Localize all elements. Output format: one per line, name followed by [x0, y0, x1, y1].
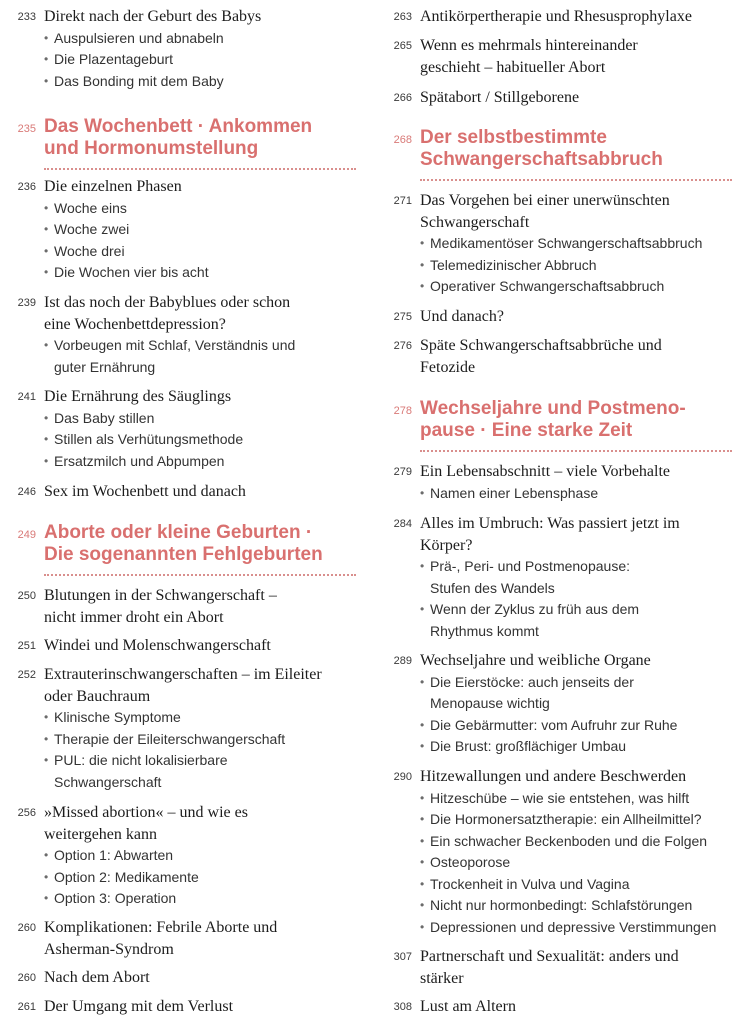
entry-title — [420, 335, 744, 378]
sub-entry[interactable] — [420, 715, 744, 737]
entry-title-line: Der Umgang mit dem Verlust — [44, 998, 234, 1015]
entry-page-number: 260 — [17, 972, 36, 984]
entry-page-number: 308 — [393, 1001, 412, 1013]
sub-entry-line: guter Ernährung — [54, 358, 156, 375]
toc-entry[interactable] — [0, 635, 372, 657]
entry-page-number: 251 — [17, 640, 36, 652]
sub-entry-line: • Option 3: Operation — [54, 890, 177, 906]
sub-entry-line: • Das Baby stillen — [54, 409, 155, 426]
toc-entry[interactable] — [376, 35, 744, 78]
section-title — [44, 522, 359, 566]
section-divider — [44, 168, 356, 170]
sub-entry-line: • Das Bonding mit dem Baby — [54, 72, 224, 89]
sub-entry[interactable] — [44, 198, 372, 220]
toc-entry[interactable] — [0, 996, 372, 1018]
sub-entry[interactable] — [420, 917, 744, 939]
entry-title — [420, 461, 744, 483]
entry-title-line: Wechseljahre und weibliche Organe — [420, 652, 651, 669]
sub-entry-line: • Operativer Schwangerschaftsabbruch — [430, 278, 665, 294]
entry-title-line: Alles im Umbruch: Was passiert jetzt im — [420, 515, 680, 532]
sub-entry[interactable] — [420, 874, 744, 896]
entry-title-line: Nach dem Abort — [44, 969, 150, 986]
entry-title — [44, 996, 372, 1018]
entry-title-line: oder Bauchraum — [44, 687, 151, 705]
toc-entry[interactable] — [0, 585, 372, 628]
sub-entry[interactable] — [420, 599, 744, 642]
entry-title-line: Fetozide — [420, 358, 476, 376]
sub-entry-line: • Namen einer Lebensphase — [430, 484, 599, 501]
sub-entry[interactable] — [420, 255, 744, 277]
entry-title-line: Hitzewallungen und andere Beschwerden — [420, 768, 687, 785]
entry-title-line: Die einzelnen Phasen — [44, 178, 182, 195]
sub-entry-line: Stufen des Wandels — [430, 579, 555, 596]
entry-title-line: eine Wochenbettdepression? — [44, 315, 226, 333]
section-divider — [420, 179, 732, 181]
sub-entry-line: • Depressionen und depressive Verstimmungen — [430, 918, 717, 935]
sub-entry[interactable] — [420, 895, 744, 917]
sub-entry[interactable] — [44, 867, 372, 889]
sub-entry-line: Schwangerschaft — [54, 773, 162, 790]
entry-page-number: 279 — [393, 466, 412, 478]
sub-entry-line: • Prä-, Peri- und Postmenopause: — [430, 558, 630, 574]
sub-entry[interactable] — [44, 451, 372, 473]
section-title-line: Der selbstbestimmte — [420, 127, 607, 148]
sub-entry[interactable] — [44, 241, 372, 263]
sub-entry[interactable] — [44, 429, 372, 451]
sub-entry-line: Rhythmus kommt — [430, 622, 539, 639]
toc-entry[interactable] — [376, 996, 744, 1018]
entry-title — [420, 306, 744, 328]
entry-page-number: 250 — [17, 590, 36, 602]
entry-page-number: 276 — [393, 340, 412, 352]
sub-entry-line: • Wenn der Zyklus zu früh aus dem — [430, 601, 640, 617]
entry-title — [420, 513, 744, 556]
section-heading — [376, 398, 744, 452]
entry-title — [420, 35, 744, 78]
section-title — [420, 127, 735, 171]
toc-entry[interactable] — [0, 292, 372, 378]
entry-title — [44, 292, 372, 335]
entry-title-line: Extrauterinschwangerschaften – im Eileiter — [44, 666, 322, 683]
entry-title-line: Ein Lebensabschnitt – viele Vorbehalte — [420, 463, 671, 480]
sub-entry-line: • Trockenheit in Vulva und Vagina — [430, 875, 630, 892]
section-page-number: 249 — [17, 529, 36, 541]
sub-entry-line: Menopause wichtig — [430, 695, 550, 711]
entry-title — [420, 87, 744, 109]
entry-title-line: Wenn es mehrmals hintereinander — [420, 37, 638, 54]
entry-title-line: Schwangerschaft — [420, 213, 530, 231]
entry-title-line: »Missed abortion« – und wie es — [44, 804, 248, 821]
sub-entry-line: • PUL: die nicht lokalisierbare — [54, 752, 228, 768]
entry-title-line: Direkt nach der Geburt des Babys — [44, 8, 262, 25]
sub-entry[interactable] — [44, 707, 372, 729]
sub-entry[interactable] — [44, 49, 372, 71]
entry-page-number: 271 — [393, 195, 412, 207]
sub-entry-line: • Die Gebärmutter: vom Aufruhr zur Ruhe — [430, 716, 678, 733]
entry-title — [44, 802, 372, 845]
sub-entry-line: • Nicht nur hormonbedingt: Schlafstörungen — [430, 897, 693, 913]
toc-entry[interactable] — [376, 650, 744, 758]
entry-page-number: 275 — [393, 311, 412, 323]
entry-title — [420, 190, 744, 233]
sub-entry[interactable] — [420, 672, 744, 715]
toc-entry[interactable] — [376, 306, 744, 328]
section-page-number: 268 — [393, 134, 412, 146]
sub-entry[interactable] — [44, 408, 372, 430]
section-title-line: Schwangerschaftsabbruch — [420, 149, 663, 170]
sub-entry[interactable] — [420, 233, 744, 255]
entry-title-line: Antikörpertherapie und Rhesusprophylaxe — [420, 8, 692, 25]
section-heading — [0, 522, 372, 576]
sub-entry-line: • Option 2: Medikamente — [54, 868, 199, 885]
section-title-line: Die sogenannten Fehlgeburten — [44, 544, 323, 565]
entry-title-line: Asherman-Syndrom — [44, 940, 174, 958]
sub-entry-line: • Woche zwei — [54, 221, 130, 237]
entry-title-line: geschieht – habitueller Abort — [420, 58, 606, 76]
sub-entry-line: • Woche eins — [54, 199, 127, 216]
sub-entry[interactable] — [420, 809, 744, 831]
entry-page-number: 290 — [393, 771, 412, 783]
sub-entry-line: • Die Plazentageburt — [54, 51, 174, 67]
sub-entry[interactable] — [44, 750, 372, 793]
section-page-number: 235 — [17, 123, 36, 135]
sub-entry[interactable] — [44, 335, 372, 378]
sub-entry[interactable] — [420, 276, 744, 298]
sub-entry-line: • Die Brust: großflächiger Umbau — [430, 738, 627, 754]
sub-entry-line: • Ersatzmilch und Abpumpen — [54, 452, 225, 469]
section-page-number: 278 — [393, 405, 412, 417]
sub-entry[interactable] — [44, 845, 372, 867]
section-title-line: pause · Eine starke Zeit — [420, 420, 633, 441]
entry-page-number: 265 — [393, 40, 412, 52]
toc-entry[interactable] — [0, 967, 372, 989]
entry-title — [44, 585, 372, 628]
sub-entry[interactable] — [44, 28, 372, 50]
entry-title — [44, 664, 372, 707]
sub-entry[interactable] — [420, 852, 744, 874]
entry-page-number: 263 — [393, 11, 412, 23]
toc-entry[interactable] — [0, 176, 372, 284]
entry-title-line: Sex im Wochenbett und danach — [44, 483, 246, 500]
entry-title-line: Komplikationen: Febrile Aborte und — [44, 919, 278, 936]
toc-entry[interactable] — [0, 664, 372, 793]
sub-entry-line: • Option 1: Abwarten — [54, 847, 174, 863]
sub-entry[interactable] — [420, 483, 744, 505]
entry-page-number: 260 — [17, 922, 36, 934]
entry-title — [44, 967, 372, 989]
entry-title — [420, 650, 744, 672]
entry-title-line: Späte Schwangerschaftsabbrüche und — [420, 337, 662, 354]
sub-entry-line: • Die Hormonersatztherapie: ein Allheilmittel? — [430, 811, 702, 827]
toc-entry[interactable] — [0, 386, 372, 472]
entry-title-line: Blutungen in der Schwangerschaft – — [44, 587, 277, 604]
sub-entry-line: • Therapie der Eileiterschwangerschaft — [54, 730, 286, 747]
toc-entry[interactable] — [376, 946, 744, 989]
entry-title — [420, 6, 744, 28]
toc-entry[interactable] — [0, 6, 372, 92]
entry-page-number: 239 — [17, 297, 36, 309]
entry-title-line: Das Vorgehen bei einer unerwünschten — [420, 192, 670, 209]
toc-entry[interactable] — [376, 335, 744, 378]
section-title-line: und Hormonumstellung — [44, 138, 259, 159]
entry-title — [420, 946, 744, 989]
entry-title — [44, 635, 372, 657]
entry-page-number: 233 — [17, 11, 36, 23]
toc-entry[interactable] — [376, 6, 744, 28]
entry-title-line: Windei und Molenschwangerschaft — [44, 637, 271, 654]
entry-title — [44, 917, 372, 960]
sub-entry[interactable] — [420, 788, 744, 810]
entry-title — [420, 766, 744, 788]
section-heading — [0, 116, 372, 170]
sub-entry-line: • Hitzeschübe – wie sie entstehen, was hilft — [430, 789, 690, 806]
toc-entry[interactable] — [0, 802, 372, 910]
entry-title-line: Und danach? — [420, 308, 504, 325]
entry-title — [44, 176, 372, 198]
sub-entry-line: • Osteoporose — [430, 854, 511, 870]
toc-entry[interactable] — [376, 461, 744, 504]
sub-entry[interactable] — [44, 888, 372, 910]
entry-page-number: 307 — [393, 951, 412, 963]
sub-entry[interactable] — [44, 262, 372, 284]
entry-page-number: 284 — [393, 518, 412, 530]
entry-title — [44, 386, 372, 408]
section-title — [44, 116, 359, 160]
entry-title — [420, 996, 744, 1018]
section-title-line: Aborte oder kleine Geburten · — [44, 522, 313, 543]
entry-page-number: 289 — [393, 655, 412, 667]
sub-entry-line: • Vorbeugen mit Schlaf, Verständnis und — [54, 337, 296, 353]
entry-title-line: Lust am Altern — [420, 998, 516, 1015]
toc-entry[interactable] — [376, 87, 744, 109]
entry-page-number: 241 — [17, 391, 36, 403]
entry-page-number: 246 — [17, 486, 36, 498]
entry-title — [44, 481, 372, 503]
entry-title-line: weitergehen kann — [44, 825, 157, 843]
entry-title — [44, 6, 372, 28]
entry-title-line: Körper? — [420, 536, 473, 554]
toc-entry[interactable] — [0, 917, 372, 960]
entry-page-number: 256 — [17, 807, 36, 819]
section-title — [420, 398, 735, 442]
sub-entry-line: • Auspulsieren und abnabeln — [54, 29, 224, 46]
sub-entry[interactable] — [420, 736, 744, 758]
entry-title-line: Partnerschaft und Sexualität: anders und — [420, 948, 679, 965]
entry-title-line: stärker — [420, 969, 464, 987]
sub-entry-line: • Die Wochen vier bis acht — [54, 264, 209, 280]
sub-entry[interactable] — [44, 219, 372, 241]
toc-entry[interactable] — [376, 190, 744, 298]
sub-entry-line: • Ein schwacher Beckenboden und die Folgen — [430, 832, 708, 849]
section-divider — [44, 574, 356, 576]
sub-entry-line: • Stillen als Verhütungsmethode — [54, 431, 244, 447]
entry-title-line: nicht immer droht ein Abort — [44, 608, 224, 626]
entry-title-line: Spätabort / Stillgeborene — [420, 89, 580, 106]
sub-entry-line: • Telemedizinischer Abbruch — [430, 256, 597, 273]
entry-page-number: 236 — [17, 181, 36, 193]
sub-entry-line: • Die Eierstöcke: auch jenseits der — [430, 673, 634, 690]
entry-title-line: Die Ernährung des Säuglings — [44, 388, 232, 405]
section-title-line: Das Wochenbett · Ankommen — [44, 116, 313, 137]
section-divider — [420, 450, 732, 452]
sub-entry-line: • Woche drei — [54, 242, 125, 259]
sub-entry[interactable] — [44, 729, 372, 751]
entry-page-number: 261 — [17, 1001, 36, 1013]
entry-page-number: 252 — [17, 669, 36, 681]
sub-entry-line: • Klinische Symptome — [54, 709, 181, 725]
toc-entry[interactable] — [376, 766, 744, 938]
sub-entry[interactable] — [44, 71, 372, 93]
section-title-line: Wechseljahre und Postmeno- — [420, 398, 686, 419]
sub-entry[interactable] — [420, 831, 744, 853]
toc-entry[interactable] — [376, 513, 744, 642]
sub-entry-line: • Medikamentöser Schwangerschaftsabbruch — [430, 235, 703, 251]
section-heading — [376, 127, 744, 181]
toc-entry[interactable] — [0, 481, 372, 503]
entry-page-number: 266 — [393, 92, 412, 104]
entry-title-line: Ist das noch der Babyblues oder schon — [44, 294, 291, 311]
sub-entry[interactable] — [420, 556, 744, 599]
